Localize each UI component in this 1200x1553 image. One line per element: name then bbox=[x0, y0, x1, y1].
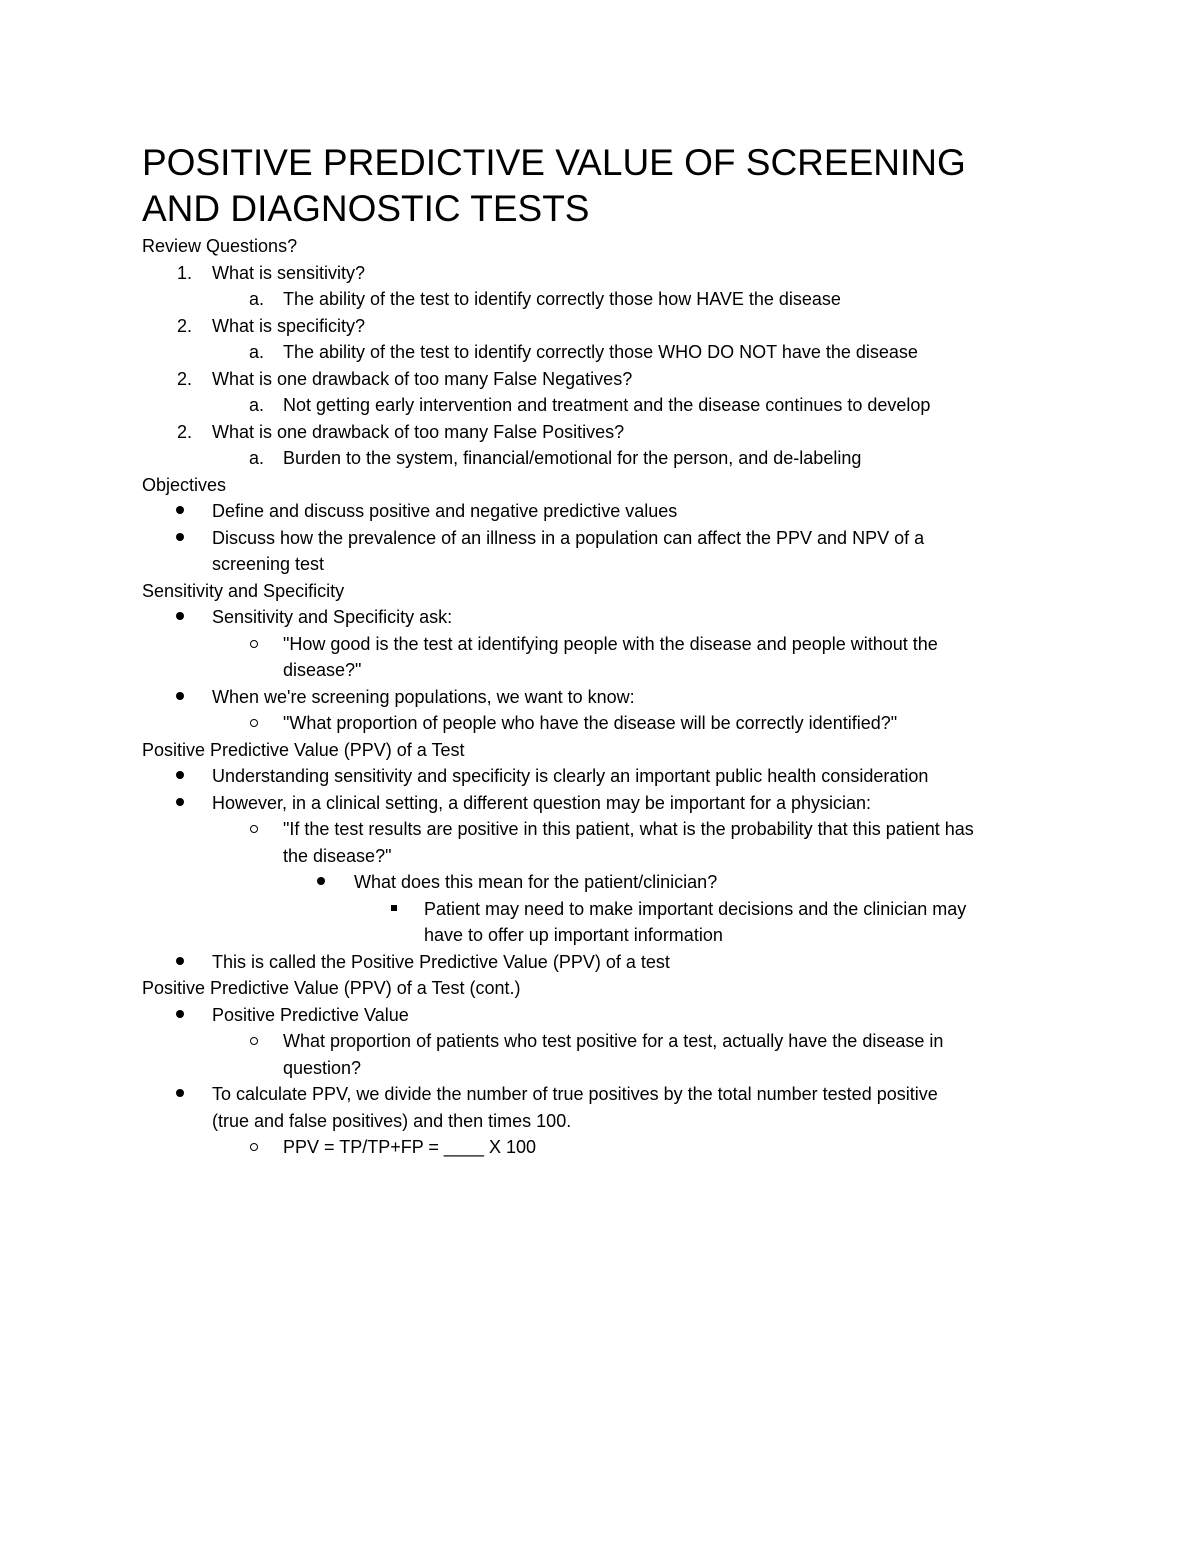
sub-bullet-item bbox=[142, 1134, 1082, 1161]
sub-bullet-continuation: disease?" bbox=[283, 660, 362, 680]
bullet-circle-icon bbox=[250, 825, 258, 833]
sub-bullet-text: "If the test results are positive in this patient, what is the probability that this patient has bbox=[283, 819, 974, 839]
list-letter: a. bbox=[249, 289, 265, 309]
sub-bullet-text: "How good is the test at identifying people with the disease and people without the bbox=[283, 633, 938, 654]
list-number: 2. bbox=[177, 421, 193, 442]
list-number: 2. bbox=[177, 315, 193, 336]
bullet-dot-icon bbox=[176, 957, 184, 965]
list-letter: a. bbox=[249, 342, 265, 362]
bullet-text: Understanding sensitivity and specificity is clearly an important public health consideration bbox=[212, 766, 929, 786]
bullet-dot-icon bbox=[176, 533, 184, 541]
list-number: 1. bbox=[177, 262, 193, 283]
sub-bullet-item bbox=[142, 1028, 1082, 1055]
title-line-2: AND DIAGNOSTIC TESTS bbox=[142, 188, 590, 229]
sens-spec-heading: Sensitivity and Specificity bbox=[142, 580, 345, 601]
bullet-text: Discuss how the prevalence of an illness in a population can affect the PPV and NPV of a bbox=[212, 527, 925, 548]
bullet-dot-icon bbox=[176, 1089, 184, 1097]
bullet-text: However, in a clinical setting, a different question may be important for a physician: bbox=[212, 792, 872, 813]
bullet-circle-icon bbox=[250, 719, 258, 727]
bullet-continuation: (true and false positives) and then times 100. bbox=[212, 1110, 572, 1131]
bullet-dot-icon bbox=[176, 506, 184, 514]
review-answer bbox=[142, 445, 1082, 472]
question-text: What is sensitivity? bbox=[212, 262, 366, 283]
question-text: What is specificity? bbox=[212, 315, 366, 336]
bullet-circle-icon bbox=[250, 640, 258, 648]
bullet-item bbox=[142, 684, 1082, 711]
title-line-1: POSITIVE PREDICTIVE VALUE OF SCREENING bbox=[142, 142, 966, 183]
review-heading: Review Questions? bbox=[142, 236, 298, 256]
bullet-item bbox=[142, 763, 1082, 790]
review-question bbox=[142, 419, 1082, 446]
bullet-item bbox=[142, 1002, 1082, 1029]
list-letter: a. bbox=[249, 395, 265, 415]
bullet-dot-icon bbox=[317, 877, 325, 885]
list-letter: a. bbox=[249, 448, 265, 468]
answer-text: The ability of the test to identify correctly those how HAVE the disease bbox=[283, 289, 841, 309]
bullet-circle-icon bbox=[250, 1037, 258, 1045]
review-answer bbox=[142, 392, 1082, 419]
answer-text: Burden to the system, financial/emotional for the person, and de-labeling bbox=[283, 448, 862, 468]
bullet-text: This is called the Positive Predictive Value (PPV) of a test bbox=[212, 951, 670, 972]
bullet-text: To calculate PPV, we divide the number of true positives by the total number tested positive bbox=[212, 1084, 938, 1104]
bullet-text: When we're screening populations, we want to know: bbox=[212, 686, 635, 707]
bullet-item bbox=[142, 949, 1082, 976]
list-number: 2. bbox=[177, 368, 193, 389]
bullet-text: Sensitivity and Specificity ask: bbox=[212, 607, 453, 627]
bullet-dot-icon bbox=[176, 692, 184, 700]
review-question bbox=[142, 366, 1082, 393]
sub-bullet-continuation: the disease?" bbox=[283, 845, 392, 866]
bullet-text: Define and discuss positive and negative predictive values bbox=[212, 501, 678, 521]
ppv-heading: Positive Predictive Value (PPV) of a Test bbox=[142, 739, 465, 760]
objectives-heading: Objectives bbox=[142, 474, 227, 495]
sub-bullet-item bbox=[142, 816, 1082, 843]
question-text: What is one drawback of too many False Negatives? bbox=[212, 368, 633, 389]
answer-text: The ability of the test to identify correctly those WHO DO NOT have the disease bbox=[283, 342, 918, 362]
bullet-item bbox=[142, 1081, 1082, 1108]
level4-bullet-continuation: have to offer up important information bbox=[424, 925, 723, 945]
sub-bullet-item bbox=[142, 631, 1082, 658]
level4-bullet-text: Patient may need to make important decisions and the clinician may bbox=[424, 898, 967, 919]
bullet-item bbox=[142, 790, 1082, 817]
sub-sub-bullet-text: What does this mean for the patient/clinician? bbox=[354, 872, 718, 892]
sub-sub-bullet-item bbox=[142, 869, 1082, 896]
review-answer bbox=[142, 286, 1082, 313]
bullet-dot-icon bbox=[176, 798, 184, 806]
question-text: What is one drawback of too many False Positives? bbox=[212, 421, 625, 442]
document-title bbox=[142, 140, 1082, 232]
review-question bbox=[142, 260, 1082, 287]
bullet-circle-icon bbox=[250, 1143, 258, 1151]
formula-text: PPV = TP/TP+FP = ____ X 100 bbox=[283, 1137, 536, 1157]
sub-bullet-item bbox=[142, 710, 1082, 737]
level4-bullet-item bbox=[142, 896, 1082, 923]
bullet-dot-icon bbox=[176, 771, 184, 779]
review-question bbox=[142, 313, 1082, 340]
sub-bullet-continuation: question? bbox=[283, 1057, 362, 1078]
review-answer bbox=[142, 339, 1082, 366]
bullet-square-icon bbox=[391, 905, 397, 911]
bullet-dot-icon bbox=[176, 612, 184, 620]
sub-bullet-text: What proportion of patients who test positive for a test, actually have the disease in bbox=[283, 1031, 944, 1051]
bullet-continuation: screening test bbox=[212, 554, 325, 574]
document-body bbox=[142, 140, 1082, 1161]
bullet-item bbox=[142, 498, 1082, 525]
answer-text: Not getting early intervention and treatment and the disease continues to develop bbox=[283, 395, 931, 415]
bullet-dot-icon bbox=[176, 1010, 184, 1018]
sub-bullet-text: "What proportion of people who have the disease will be correctly identified?" bbox=[283, 713, 898, 733]
bullet-text: Positive Predictive Value bbox=[212, 1004, 409, 1025]
ppv-cont-heading: Positive Predictive Value (PPV) of a Test (cont.) bbox=[142, 978, 521, 998]
bullet-item bbox=[142, 604, 1082, 631]
bullet-item bbox=[142, 525, 1082, 552]
